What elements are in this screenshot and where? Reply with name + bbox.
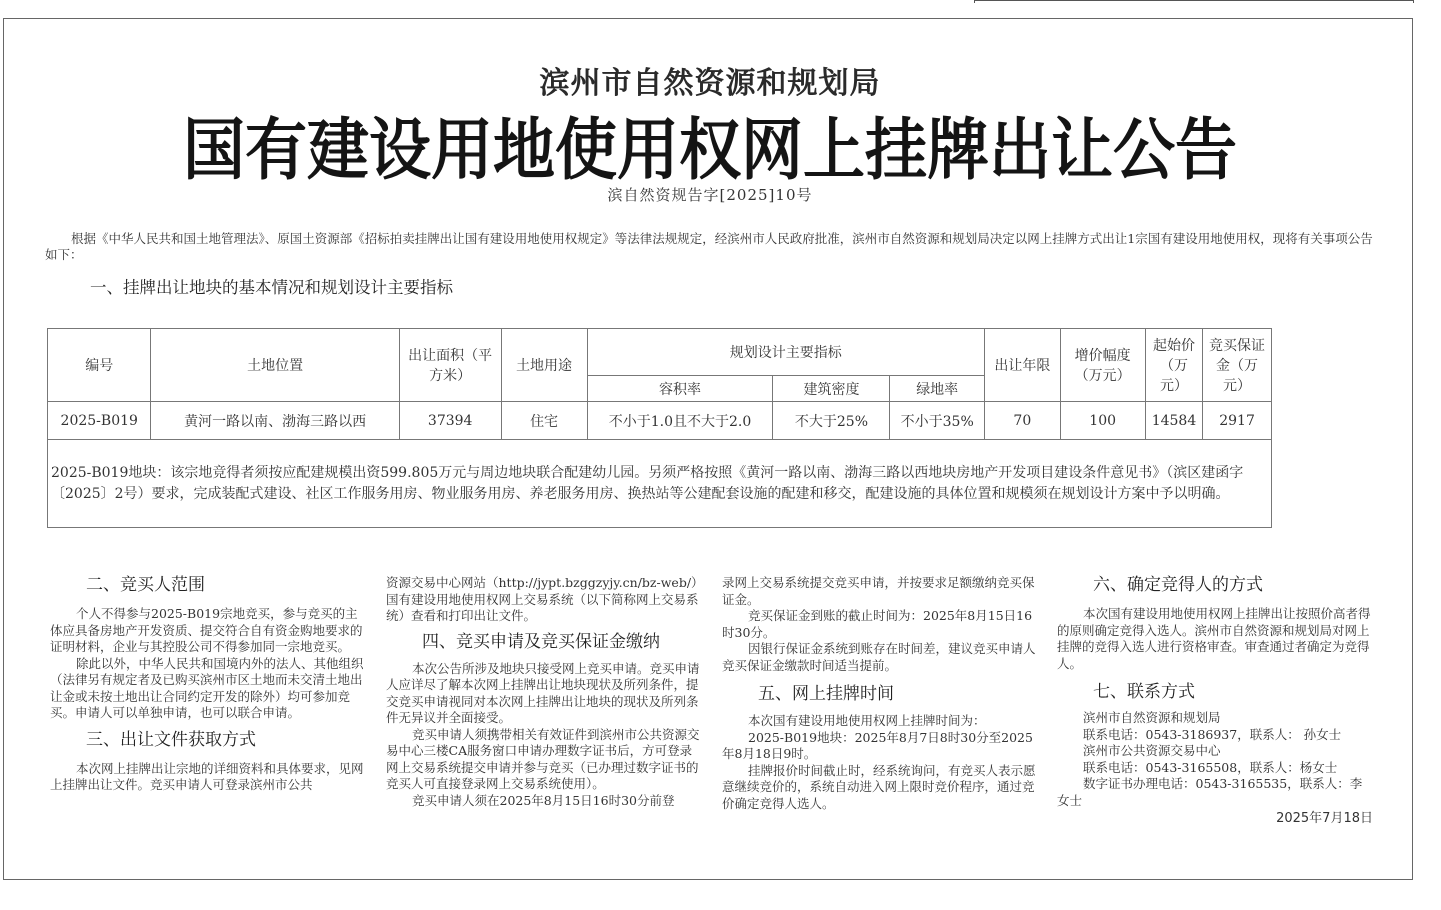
section-6-paragraph-1: 本次国有建设用地使用权网上挂牌出让按照价高者得的原则确定竞得入选人。滨州市自然资源和规划局对网上挂牌的竞得入选人进行资格审查。审查通过者确定为竞得人。: [1057, 606, 1371, 671]
notice-title: 国有建设用地使用权网上挂牌出让公告: [182, 110, 1237, 190]
section-6-heading: 六、确定竞得人的方式: [1093, 575, 1263, 595]
column-4: [1057, 570, 1373, 828]
top-rule-cap-right: [1413, 0, 1414, 3]
section-5-paragraph-2: 2025-B019地块：2025年8月7日8时30分至2025年8月18日9时。: [722, 729, 1033, 761]
top-rule: [974, 0, 1414, 1]
header-no: 编号: [48, 329, 151, 402]
cell-use: 住宅: [501, 402, 587, 440]
top-rule-cap-left: [974, 0, 975, 3]
section-3-paragraph-1: 本次网上挂牌出让宗地的详细资料和具体要求，见网上挂牌出让文件。竞买申请人可登录滨州市公共: [50, 760, 364, 792]
section-4-paragraph-2: 竞买申请人须携带相关有效证件到滨州市公共资源交易中心三楼CA服务窗口申请办理数字证书后，方可登录网上交易系统提交申请并参与竞买（已办理过数字证书的竞买人可直接登录网上交易系统使用）。: [386, 726, 700, 791]
section-4-paragraph-3: 竞买申请人须在2025年8月15日16时30分前登: [412, 792, 675, 808]
column-2: [386, 575, 702, 809]
section-4-paragraph-4: 录网上交易系统提交竞买申请，并按要求足额缴纳竞买保证金。: [722, 575, 1035, 607]
section-7-heading: 七、联系方式: [1093, 682, 1195, 702]
header-deposit: 竞买保证金（万元）: [1203, 329, 1271, 402]
header-green: 绿地率: [890, 376, 984, 402]
cell-location: 黄河一路以南、渤海三路以西: [151, 402, 399, 440]
cell-far: 不小于1.0且不大于2.0: [587, 402, 773, 440]
column-3: [722, 575, 1038, 812]
section-1-heading: 一、挂牌出让地块的基本情况和规划设计主要指标: [90, 278, 453, 297]
parcel-note: 2025-B019地块：该宗地竞得者须按应配建规模出资599.805万元与周边地块联合配建幼儿园。另须严格按照《黄河一路以南、渤海三路以西地块房地产开发项目建设条件意见书》（滨区建函字〔2025〕2号）要求，完成装配式建设、社区工作服务用房、物业服务用房、养老服务用房、换热站等公建配套设施的配建和移交，配建设施的具体位置和规模须在规划设计方案中予以明确。: [48, 440, 1272, 528]
header-increment: 增价幅度（万元）: [1060, 329, 1145, 402]
header-location: 土地位置: [151, 329, 399, 402]
cell-start-price: 14584: [1145, 402, 1203, 440]
table-note-row: [48, 440, 1362, 528]
section-5-heading: 五、网上挂牌时间: [758, 684, 894, 704]
section-4-paragraph-5: 竞买保证金到账的截止时间为：2025年8月15日16时30分。: [722, 608, 1033, 640]
header-term: 出让年限: [984, 329, 1060, 402]
document-number: 滨自然资规告字[2025]10号: [607, 186, 813, 204]
column-1: [50, 570, 366, 794]
contact-phone-3: 数字证书办理电话：0543-3165535，联系人：李女士: [1057, 776, 1363, 808]
contact-phone-2: 联系电话：0543-3165508，联系人：杨女士: [1083, 759, 1338, 775]
section-4-paragraph-1: 本次公告所涉及地块只接受网上竞买申请。竞买申请人应详尽了解本次网上挂牌出让地块现状及所列条件，提交竞买申请视同对本次网上挂牌出让地块的现状及所列条件无异议并全面接受。: [386, 660, 700, 725]
cell-green: 不小于35%: [890, 402, 984, 440]
contact-phone-1: 联系电话：0543-3186937，联系人： 孙女士: [1083, 726, 1342, 742]
intro-paragraph: 根据《中华人民共和国土地管理法》、原国土资源部《招标拍卖挂牌出让国有建设用地使用权规定》等法律法规规定，经滨州市人民政府批准，滨州市自然资源和规划局决定以网上挂牌方式出让1宗国有建设用地使用权，现将有关事项公告如下：: [45, 231, 1373, 262]
contact-org-2: 滨州市公共资源交易中心: [1083, 743, 1221, 758]
table-header-row: [48, 329, 1362, 376]
section-2-paragraph-1: 个人不得参与2025-B019宗地竞买，参与竞买的主体应具备房地产开发资质、提交符合自有资金购地要求的证明材料，企业与其控股公司不得参加同一宗地竞买。: [50, 606, 363, 654]
header-far: 容积率: [587, 376, 773, 402]
cell-increment: 100: [1060, 402, 1145, 440]
header-start-price: 起始价（万元）: [1145, 329, 1203, 402]
section-5-paragraph-3: 挂牌报价时间截止时，经系统询问，有竞买人表示愿意继续竞价的，系统自动进入网上限时竞价程序，通过竞价确定竞得人选人。: [722, 762, 1036, 811]
section-2-paragraph-2: 除此以外，中华人民共和国境内外的法人、其他组织（法律另有规定者及已购买滨州市区土地而未交清土地出让金或未按土地出让合同约定开发的除外）均可参加竞买。申请人可以单独申请，也可以联合申请。: [50, 655, 364, 720]
table-row: [48, 402, 1362, 440]
land-parcel-table: [47, 328, 1362, 528]
contact-org-1: 滨州市自然资源和规划局: [1083, 710, 1221, 725]
section-4-heading: 四、竞买申请及竞买保证金缴纳: [422, 631, 660, 652]
header-use: 土地用途: [501, 329, 587, 402]
section-4-paragraph-6: 因银行保证金系统到账存在时间差，建议竞买申请人竞买保证金缴款时间适当提前。: [722, 641, 1036, 673]
notice-date: 2025年7月18日: [1276, 811, 1373, 826]
section-3-paragraph-2: 资源交易中心网站（http://jypt.bzggzyjy.cn/bz-web/）国有建设用地使用权网上交易系统（以下简称网上交易系统）查看和打印出让文件。: [386, 575, 699, 623]
section-3-heading: 三、出让文件获取方式: [86, 729, 256, 750]
cell-term: 70: [984, 402, 1060, 440]
cell-no: 2025-B019: [48, 402, 151, 440]
issuing-organization: 滨州市自然资源和规划局: [539, 66, 881, 101]
cell-deposit: 2917: [1203, 402, 1271, 440]
cell-density: 不大于25%: [773, 402, 890, 440]
header-area: 出让面积（平方米）: [399, 329, 501, 402]
header-planning: 规划设计主要指标: [587, 329, 984, 376]
section-2-heading: 二、竞买人范围: [86, 575, 205, 595]
cell-area: 37394: [399, 402, 501, 440]
section-5-paragraph-1: 本次国有建设用地使用权网上挂牌时间为：: [748, 713, 986, 728]
header-density: 建筑密度: [773, 376, 890, 402]
